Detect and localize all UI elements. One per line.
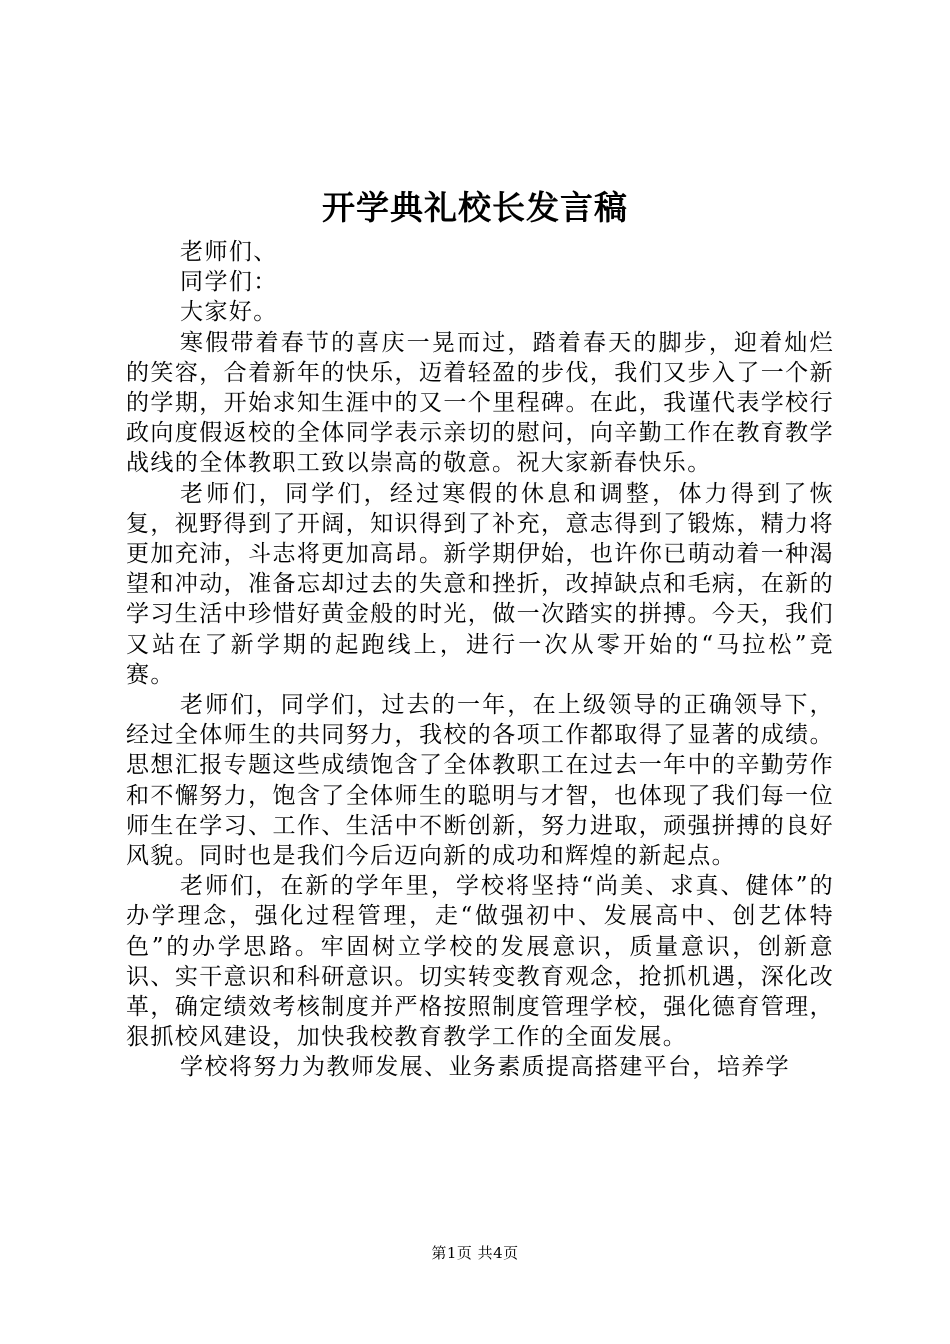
salutation-students: 同学们： bbox=[180, 269, 278, 296]
paragraph-new-semester: 寒假带着春节的喜庆一晃而过，踏着春天的脚步，迎着灿烂的笑容，合着新年的快乐，迈着轻盈的步伐，我们又步入了一个新的学期，开始求知生涯中的又一个里程碑。在此，我谨代表学校行政向度假返校的全体同学表示亲切的慰问，向辛勤工作在教育教学战线的全体教职工致以崇高的敬意。祝大家新春快乐。 bbox=[126, 329, 834, 477]
document-body bbox=[126, 237, 834, 1083]
paragraph-winter-break: 老师们，同学们，经过寒假的休息和调整，体力得到了恢复，视野得到了开阔，知识得到了补充，意志得到了锻炼，精力将更加充沛，斗志将更加高昂。新学期伊始，也许你已萌动着一种渴望和冲动，准备忘却过去的失意和挫折，改掉缺点和毛病，在新的学习生活中珍惜好黄金般的时光，做一次踏实的拼搏。今天，我们又站在了新学期的起跑线上，进行一次从零开始的“马拉松”竞赛。 bbox=[126, 480, 834, 688]
paragraph-teacher-development: 学校将努力为教师发展、业务素质提高搭建平台，培养学 bbox=[180, 1054, 791, 1081]
page-number-footer: 第1页 共4页 bbox=[431, 1244, 519, 1262]
greeting: 大家好。 bbox=[180, 299, 278, 326]
salutation-teachers: 老师们、 bbox=[180, 239, 278, 265]
document-title: 开学典礼校长发言稿 bbox=[322, 188, 628, 227]
paragraph-past-year: 老师们，同学们，过去的一年，在上级领导的正确领导下，经过全体师生的共同努力，我校的各项工作都取得了显著的成绩。思想汇报专题这些成绩饱含了全体教职工在过去一年中的辛勤劳作和不懈努力，饱含了全体师生的聪明与才智，也体现了我们每一位师生在学习、工作、生活中不断创新，努力进取，顽强拼搏的良好风貌。同时也是我们今后迈向新的成功和辉煌的新起点。 bbox=[126, 692, 834, 870]
paragraph-new-school-year: 老师们，在新的学年里，学校将坚持“尚美、求真、健体”的办学理念，强化过程管理，走“做强初中、发展高中、创艺体特色”的办学思路。牢固树立学校的发展意识，质量意识，创新意识、实干意识和科研意识。切实转变教育观念，抢抓机遇，深化改革，确定绩效考核制度并严格按照制度管理学校，强化德育管理，狠抓校风建设，加快我校教育教学工作的全面发展。 bbox=[126, 873, 834, 1051]
